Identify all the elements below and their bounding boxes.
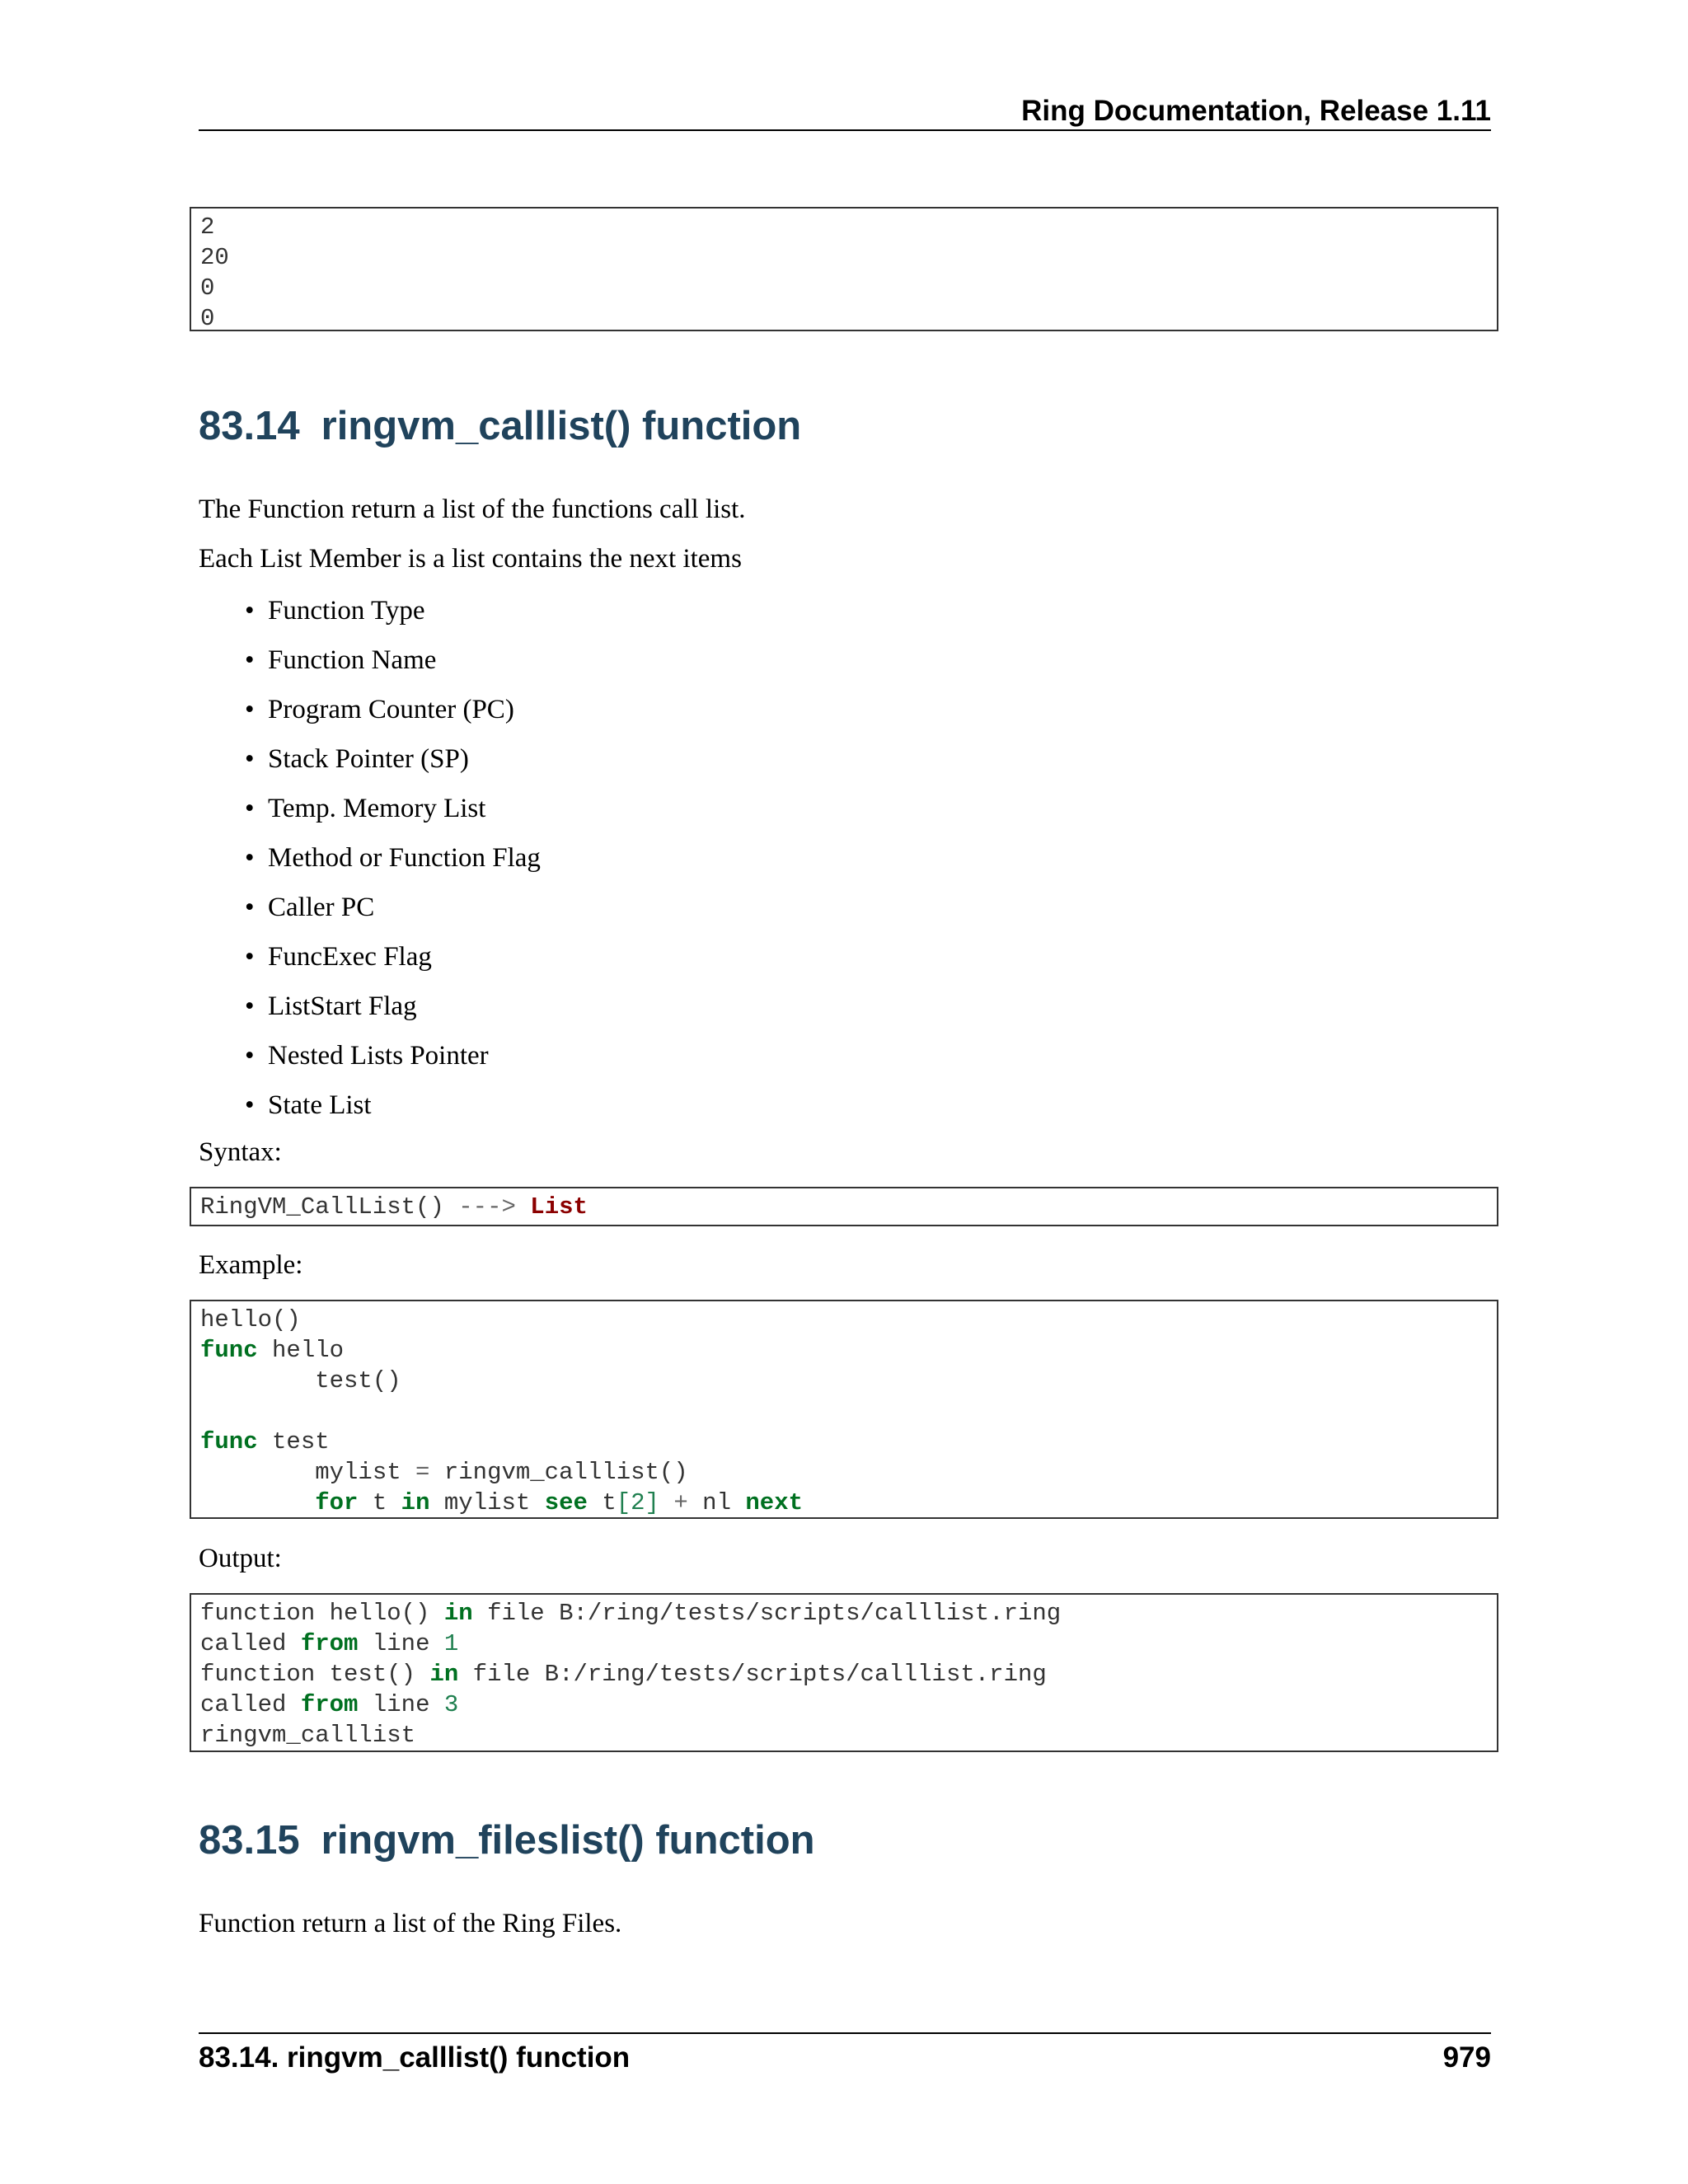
list-item — [245, 940, 541, 989]
list-item-text: Nested Lists Pointer — [268, 1041, 489, 1071]
syntax-label: Syntax: — [199, 1137, 282, 1167]
footer-rule — [199, 2032, 1491, 2034]
section-title: ringvm_fileslist() function — [321, 1818, 815, 1863]
output-line: 0 — [200, 274, 215, 302]
section-title: ringvm_calllist() function — [321, 404, 802, 448]
header-rule — [199, 129, 1491, 131]
output-line: function test() in file B:/ring/tests/scripts/calllist.ring — [200, 1661, 1047, 1688]
syntax-line: RingVM_CallList() ---> List — [200, 1193, 588, 1221]
output-line: 20 — [200, 244, 229, 271]
list-item-text: Function Name — [268, 645, 437, 675]
bullet-icon: • — [245, 695, 255, 724]
list-item-text: Temp. Memory List — [268, 794, 486, 823]
bullet-icon: • — [245, 645, 255, 675]
list-item — [245, 890, 541, 940]
output-line: 2 — [200, 213, 215, 241]
list-item-text: Method or Function Flag — [268, 843, 541, 873]
list-item-text: Program Counter (PC) — [268, 695, 514, 724]
bullet-icon: • — [245, 843, 255, 873]
list-item — [245, 643, 541, 692]
list-item-text: Stack Pointer (SP) — [268, 744, 469, 774]
running-header: Ring Documentation, Release 1.11 — [1021, 95, 1491, 127]
syntax-block — [190, 1187, 1498, 1226]
bullet-icon: • — [245, 744, 255, 774]
bullet-icon: • — [245, 991, 255, 1021]
bullet-icon: • — [245, 794, 255, 823]
section-intro: The Function return a list of the functions call list. — [199, 494, 746, 524]
bullet-icon: • — [245, 942, 255, 972]
code-line-blank — [200, 1396, 1488, 1427]
list-item-text: ListStart Flag — [268, 991, 417, 1021]
call-list-items — [245, 593, 541, 1137]
output-line: ringvm_calllist — [200, 1722, 416, 1749]
list-item-text: Function Type — [268, 596, 425, 626]
section-intro: Function return a list of the Ring Files. — [199, 1909, 622, 1938]
code-line: test() — [200, 1367, 401, 1394]
bullet-icon: • — [245, 1041, 255, 1071]
list-item-text: Caller PC — [268, 893, 375, 922]
output-block — [190, 1593, 1498, 1752]
code-line: hello() — [200, 1306, 301, 1333]
example-code-block — [190, 1300, 1498, 1519]
section-number: 83.15 — [199, 1818, 300, 1863]
example-label: Example: — [199, 1250, 303, 1280]
output-label: Output: — [199, 1544, 282, 1573]
list-item — [245, 791, 541, 841]
output-line: called from line 3 — [200, 1691, 459, 1718]
output-line: called from line 1 — [200, 1630, 459, 1657]
output-line: function hello() in file B:/ring/tests/scripts/calllist.ring — [200, 1600, 1062, 1627]
page-number: 979 — [1442, 2041, 1491, 2074]
list-item — [245, 692, 541, 742]
bullet-icon: • — [245, 893, 255, 922]
section-number: 83.14 — [199, 404, 300, 448]
bullet-icon: • — [245, 1090, 255, 1120]
code-line: func hello — [200, 1337, 345, 1364]
list-item — [245, 841, 541, 890]
code-line: mylist = ringvm_calllist() — [200, 1459, 688, 1486]
list-item — [245, 593, 541, 643]
list-item — [245, 1038, 541, 1088]
list-item — [245, 989, 541, 1038]
section-heading-83-14 — [199, 401, 801, 451]
list-item — [245, 1088, 541, 1137]
list-intro: Each List Member is a list contains the next items — [199, 544, 742, 574]
footer-section-title: 83.14. ringvm_calllist() function — [199, 2041, 631, 2074]
section-heading-83-15 — [199, 1816, 815, 1865]
list-item — [245, 742, 541, 791]
list-item-text: FuncExec Flag — [268, 942, 432, 972]
output-line: 0 — [200, 305, 215, 332]
code-line: for t in mylist see t[2] + nl next — [315, 1489, 804, 1516]
previous-output-block — [190, 207, 1498, 331]
list-item-text: State List — [268, 1090, 372, 1120]
bullet-icon: • — [245, 596, 255, 626]
code-line: func test — [200, 1428, 330, 1455]
